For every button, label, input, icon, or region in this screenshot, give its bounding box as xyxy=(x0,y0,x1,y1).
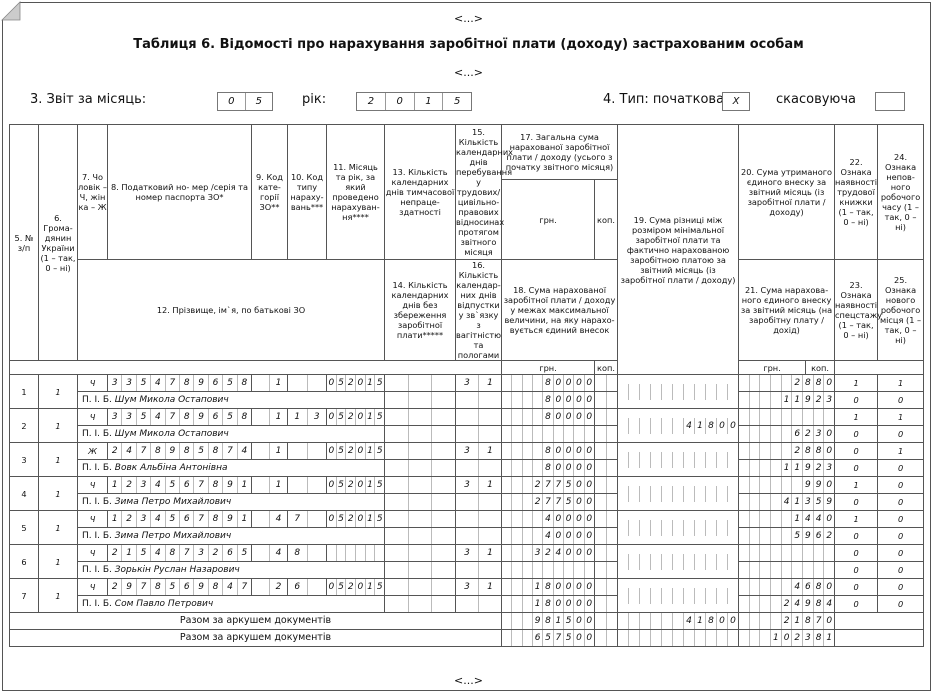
s18-cells: 2 7 7 5 0 0 xyxy=(502,494,594,510)
total-kop-cells xyxy=(595,630,617,646)
table-row xyxy=(10,443,924,460)
tax-number-cells: 1 2 3 4 5 6 7 8 9 1 xyxy=(108,477,251,493)
col-header-7: 7. Чо ловік – Ч, жін ка – Ж xyxy=(78,125,108,260)
full-name-cell: П. І. Б. Зорькін Руслан Назарович xyxy=(78,562,385,579)
totals-row xyxy=(10,613,924,630)
col-header-12: 12. Прізвище, ім`я, по батькові ЗО xyxy=(78,260,385,361)
row-number: 5 xyxy=(10,511,39,545)
flag-22: 1 xyxy=(835,375,878,392)
s20-cells xyxy=(739,545,834,561)
ellipsis-top: <...> xyxy=(454,12,483,25)
total-s20-cells: 2 1 8 7 0 xyxy=(739,613,834,629)
totals-label: Разом за аркушем документів xyxy=(10,613,502,630)
s17-cells: 3 2 4 0 0 0 xyxy=(502,545,594,561)
flag-23: 0 xyxy=(835,596,878,613)
d15-cells: 3 1 xyxy=(456,477,501,493)
col-header-24: 24. Ознака непов- ного робочого часу (1 – так, 0 – ні) xyxy=(878,125,924,260)
d16-cells xyxy=(456,460,501,476)
flag-22: 1 xyxy=(835,511,878,528)
full-name-cell: П. І. Б. Вовк Альбіна Антонівна xyxy=(78,460,385,477)
col-header-13: 13. Кількість календарних днів тимчасової непраце- здатності xyxy=(385,125,456,260)
s18-cells: 8 0 0 0 0 xyxy=(502,392,594,408)
month-year-cells: 0 5 2 0 1 5 xyxy=(327,443,384,459)
page-title: Таблиця 6. Відомості про нарахування заробітної плати (доходу) застрахованим особам xyxy=(133,37,804,52)
month-year-cells: 0 5 2 0 1 5 xyxy=(327,477,384,493)
s19-cells xyxy=(618,588,738,604)
row-number: 1 xyxy=(10,375,39,409)
tax-number-cells: 2 1 5 4 8 7 3 2 6 5 xyxy=(108,545,251,561)
d15-cells xyxy=(456,511,501,527)
d13-cells xyxy=(385,443,455,459)
full-name-cell: П. І. Б. Зима Петро Михайлович xyxy=(78,528,385,545)
full-name-cell: П. І. Б. Зима Петро Михайлович xyxy=(78,494,385,511)
total-s19-cells: 4 1 8 0 0 xyxy=(618,613,738,629)
col-header-10: 10. Код типу нараху- вань*** xyxy=(288,125,327,260)
col-header-20: 20. Сума утриманого єдиного внеску за звітний місяць (із заробітної плати / доходу) xyxy=(739,125,835,260)
d13-cells xyxy=(385,579,455,595)
s20-kop-label: коп. xyxy=(806,361,835,375)
s17-kop-cells xyxy=(595,443,617,459)
citizen-flag: 1 xyxy=(39,409,78,443)
s19-cells xyxy=(618,384,738,400)
col-header-5: 5. № з/п xyxy=(10,125,39,361)
flag-24: 0 xyxy=(878,545,924,562)
s21-cells: 2 4 9 8 4 xyxy=(739,596,834,612)
s17-kop-cells xyxy=(595,477,617,493)
flag-25: 0 xyxy=(878,392,924,409)
sex-code: Ж xyxy=(78,443,108,460)
s19-cells xyxy=(618,452,738,468)
citizen-flag: 1 xyxy=(39,511,78,545)
tax-number-cells: 3 3 5 4 7 8 9 6 5 8 xyxy=(108,409,251,425)
s21-cells: 1 1 9 2 3 xyxy=(739,392,834,408)
s20-cells: 1 4 4 0 xyxy=(739,511,834,527)
flag-23: 0 xyxy=(835,562,878,579)
col-header-22: 22. Ознака наявності трудової книжки (1 – так, 0 – ні) xyxy=(835,125,878,260)
col-header-17-grn: грн. xyxy=(502,180,595,260)
s18-grn-label: грн. xyxy=(502,361,595,375)
row-number: 2 xyxy=(10,409,39,443)
s18-cells xyxy=(502,562,594,578)
month-year-cells xyxy=(327,545,384,561)
s17-kop-cells xyxy=(595,579,617,595)
flag-25: 0 xyxy=(878,562,924,579)
header-spacer xyxy=(10,361,502,375)
d13-cells xyxy=(385,409,455,425)
s18-kop-cells xyxy=(595,392,617,408)
d15-cells: 3 1 xyxy=(456,375,501,391)
s18-cells: 1 8 0 0 0 0 xyxy=(502,596,594,612)
citizen-flag: 1 xyxy=(39,477,78,511)
citizen-flag: 1 xyxy=(39,545,78,579)
sex-code: Ч xyxy=(78,511,108,528)
col-header-23: 23. Ознака наявності спецстажу (1 – так, 0 – ні) xyxy=(835,260,878,361)
s17-kop-cells xyxy=(595,545,617,561)
flag-22: 1 xyxy=(835,477,878,494)
tax-number-cells: 2 4 7 8 9 8 5 8 7 4 xyxy=(108,443,251,459)
table-row xyxy=(10,494,924,511)
s18-kop-cells xyxy=(595,596,617,612)
d14-cells xyxy=(385,460,455,476)
s17-cells: 8 0 0 0 0 xyxy=(502,409,594,425)
ellipsis-bottom: <...> xyxy=(454,674,483,687)
month-year-cells: 0 5 2 0 1 5 xyxy=(327,579,384,595)
type-initial-checkbox[interactable]: X xyxy=(722,92,750,111)
d15-cells xyxy=(456,409,501,425)
s18-cells: 8 0 0 0 0 xyxy=(502,460,594,476)
table-row xyxy=(10,528,924,545)
citizen-flag: 1 xyxy=(39,579,78,613)
flag-24: 0 xyxy=(878,579,924,596)
sex-code: Ч xyxy=(78,477,108,494)
col-header-17-kop: коп. xyxy=(595,180,618,260)
s17-cells: 4 0 0 0 0 xyxy=(502,511,594,527)
table-row: 7 1 Ч 2 9 7 8 5 6 9 8 4 7 2 6 0 5 2 0 1 5 3 1 1 8 0 0 0 0 4 6 8 0 0 0 xyxy=(10,579,924,596)
s19-cells xyxy=(618,486,738,502)
report-year-label: рік: xyxy=(302,92,327,107)
s20-cells xyxy=(739,409,834,425)
category-cells: 2 xyxy=(252,579,287,595)
s17-cells: 8 0 0 0 0 xyxy=(502,375,594,391)
s17-cells: 1 8 0 0 0 0 xyxy=(502,579,594,595)
table-row xyxy=(10,392,924,409)
col-header-15: 15. Кількість календарних днів перебування у трудових/ цивільно- правових відносинах протягом звітного місяця xyxy=(456,125,502,260)
d13-cells xyxy=(385,375,455,391)
report-year-field[interactable]: 2 0 1 5 xyxy=(356,92,472,111)
category-cells: 4 xyxy=(252,545,287,561)
s20-grn-label: грн. xyxy=(739,361,806,375)
sex-code: Ч xyxy=(78,545,108,562)
col-header-17: 17. Загальна сума нарахованої заробітної плати / доходу (усього з початку звітного місяця) xyxy=(502,125,618,180)
flag-23: 0 xyxy=(835,494,878,511)
d13-cells xyxy=(385,477,455,493)
month-year-cells: 0 5 2 0 1 5 xyxy=(327,409,384,425)
d14-cells xyxy=(385,494,455,510)
table-row xyxy=(10,596,924,613)
s17-cells: 8 0 0 0 0 xyxy=(502,443,594,459)
s18-kop-cells xyxy=(595,426,617,442)
table-row: 2 1 Ч 3 3 5 4 7 8 9 6 5 8 1 1 3 0 5 2 0 1 5 8 0 0 0 0 4 1 8 0 0 1 1 xyxy=(10,409,924,426)
sex-code: Ч xyxy=(78,409,108,426)
s18-kop-cells xyxy=(595,494,617,510)
flag-22: 0 xyxy=(835,579,878,596)
citizen-flag: 1 xyxy=(39,375,78,409)
category-cells: 1 xyxy=(252,375,287,391)
row-number: 6 xyxy=(10,545,39,579)
s21-cells: 6 2 3 0 xyxy=(739,426,834,442)
header-spacer-right xyxy=(835,361,924,375)
d14-cells xyxy=(385,528,455,544)
d14-cells xyxy=(385,596,455,612)
category-cells: 1 xyxy=(252,477,287,493)
s18-cells: 4 0 0 0 0 xyxy=(502,528,594,544)
s21-cells xyxy=(739,562,834,578)
category-cells: 1 xyxy=(252,409,287,425)
salary-table xyxy=(9,124,924,647)
col-header-25: 25. Ознака нового робочого місця (1 – так, 0 – ні) xyxy=(878,260,924,361)
tax-number-cells: 1 2 3 4 5 6 7 8 9 1 xyxy=(108,511,251,527)
d15-cells: 3 1 xyxy=(456,443,501,459)
flag-25: 0 xyxy=(878,426,924,443)
flag-22: 1 xyxy=(835,409,878,426)
table-row: 5 1 Ч 1 2 3 4 5 6 7 8 9 1 4 7 0 5 2 0 1 5 4 0 0 0 0 1 4 4 0 1 0 xyxy=(10,511,924,528)
table-row xyxy=(10,426,924,443)
report-type-label: 4. Тип: початкова xyxy=(603,92,725,107)
table-row: 6 1 Ч 2 1 5 4 8 7 3 2 6 5 4 8 3 1 3 2 4 0 0 0 0 0 xyxy=(10,545,924,562)
flag-23: 0 xyxy=(835,460,878,477)
d16-cells xyxy=(456,562,501,578)
total-kop-cells xyxy=(595,613,617,629)
type-cancel-label: скасовуюча xyxy=(776,92,857,107)
s17-kop-cells xyxy=(595,511,617,527)
s18-kop-cells xyxy=(595,528,617,544)
col-header-6: 6. Грома- дянин України (1 – так, 0 – ні) xyxy=(39,125,78,361)
flag-25: 0 xyxy=(878,494,924,511)
d15-cells: 3 1 xyxy=(456,579,501,595)
col-header-9: 9. Код кате- горії ЗО** xyxy=(252,125,288,260)
report-month-field[interactable]: 0 5 xyxy=(217,92,273,111)
col-header-19: 19. Сума різниці між розміром мінімальної заробітної плати та фактично нарахованою заробітною платою за звітний місяць (із заробітної плати / доходу) xyxy=(618,125,739,375)
d13-cells xyxy=(385,511,455,527)
flag-23: 0 xyxy=(835,528,878,545)
d13-cells xyxy=(385,545,455,561)
s18-kop-cells xyxy=(595,562,617,578)
total-s20-cells: 1 0 2 3 8 1 xyxy=(739,630,834,646)
flag-22: 0 xyxy=(835,443,878,460)
totals-label: Разом за аркушем документів xyxy=(10,630,502,647)
total-s17-cells: 9 8 1 5 0 0 xyxy=(502,613,594,629)
report-month-label: 3. Звіт за місяць: xyxy=(30,92,147,107)
row-number: 4 xyxy=(10,477,39,511)
table-row xyxy=(10,562,924,579)
col-header-11: 11. Місяць та рік, за який проведено нарахуван- ня**** xyxy=(327,125,385,260)
col-header-18: 18. Сума нарахованої заробітної плати / доходу у межах максимальної величини, на яку нарахо- вується єдиний внесок xyxy=(502,260,618,361)
tax-number-cells: 3 3 5 4 7 8 9 6 5 8 xyxy=(108,375,251,391)
row-number: 3 xyxy=(10,443,39,477)
s19-cells: 4 1 8 0 0 xyxy=(618,418,738,434)
s21-cells: 1 1 9 2 3 xyxy=(739,460,834,476)
d16-cells xyxy=(456,392,501,408)
full-name-cell: П. І. Б. Сом Павло Петрович xyxy=(78,596,385,613)
s17-cells: 2 7 7 5 0 0 xyxy=(502,477,594,493)
citizen-flag: 1 xyxy=(39,443,78,477)
flag-24: 1 xyxy=(878,409,924,426)
s18-cells xyxy=(502,426,594,442)
sex-code: Ч xyxy=(78,375,108,392)
flag-25: 0 xyxy=(878,528,924,545)
type-cancel-checkbox[interactable] xyxy=(875,92,905,111)
category-cells: 1 xyxy=(252,443,287,459)
d15-cells: 3 1 xyxy=(456,545,501,561)
flag-23: 0 xyxy=(835,392,878,409)
month-year-cells: 0 5 2 0 1 5 xyxy=(327,375,384,391)
month-year-cells: 0 5 2 0 1 5 xyxy=(327,511,384,527)
d16-cells xyxy=(456,596,501,612)
d14-cells xyxy=(385,562,455,578)
sex-code: Ч xyxy=(78,579,108,596)
ellipsis-mid: <...> xyxy=(454,66,483,79)
d16-cells xyxy=(456,426,501,442)
flag-24: 1 xyxy=(878,375,924,392)
full-name-cell: П. І. Б. Шум Микола Остапович xyxy=(78,426,385,443)
flag-24: 0 xyxy=(878,511,924,528)
flag-24: 0 xyxy=(878,477,924,494)
col-header-21: 21. Сума нарахова- ного єдиного внеску за звітний місяць (на заробітну плату / дохід) xyxy=(739,260,835,361)
col-header-8: 8. Податковий но- мер /серія та номер паспорта ЗО* xyxy=(108,125,252,260)
table-row xyxy=(10,375,924,392)
col-header-16: 16. Кількість календар- них днів відпустки у зв`язку з вагітністю та пологами xyxy=(456,260,501,360)
s21-cells: 5 9 6 2 xyxy=(739,528,834,544)
flag-23: 0 xyxy=(835,426,878,443)
tax-number-cells: 2 9 7 8 5 6 9 8 4 7 xyxy=(108,579,251,595)
col-header-14: 14. Кількість календарних днів без збереження заробітної плати***** xyxy=(385,260,456,361)
s19-cells xyxy=(618,520,738,536)
s21-cells: 4 1 3 5 9 xyxy=(739,494,834,510)
row-number: 7 xyxy=(10,579,39,613)
d14-cells xyxy=(385,426,455,442)
flag-22: 0 xyxy=(835,545,878,562)
s17-kop-cells xyxy=(595,375,617,391)
total-s17-cells: 6 5 7 5 0 0 xyxy=(502,630,594,646)
s20-cells: 2 8 8 0 xyxy=(739,443,834,459)
total-s19-cells xyxy=(618,630,738,646)
table-row xyxy=(10,460,924,477)
flag-24: 1 xyxy=(878,443,924,460)
s18-kop-cells xyxy=(595,460,617,476)
s20-cells: 4 6 8 0 xyxy=(739,579,834,595)
totals-row xyxy=(10,630,924,647)
category-cells: 4 xyxy=(252,511,287,527)
table-row xyxy=(10,477,924,494)
s18-kop-label: коп. xyxy=(595,361,618,375)
s19-cells xyxy=(618,554,738,570)
flag-25: 0 xyxy=(878,596,924,613)
s20-cells: 2 8 8 0 xyxy=(739,375,834,391)
s20-cells: 9 9 0 xyxy=(739,477,834,493)
flag-25: 0 xyxy=(878,460,924,477)
d16-cells xyxy=(456,494,501,510)
full-name-cell: П. І. Б. Шум Микола Остапович xyxy=(78,392,385,409)
s17-kop-cells xyxy=(595,409,617,425)
d14-cells xyxy=(385,392,455,408)
d16-cells xyxy=(456,528,501,544)
